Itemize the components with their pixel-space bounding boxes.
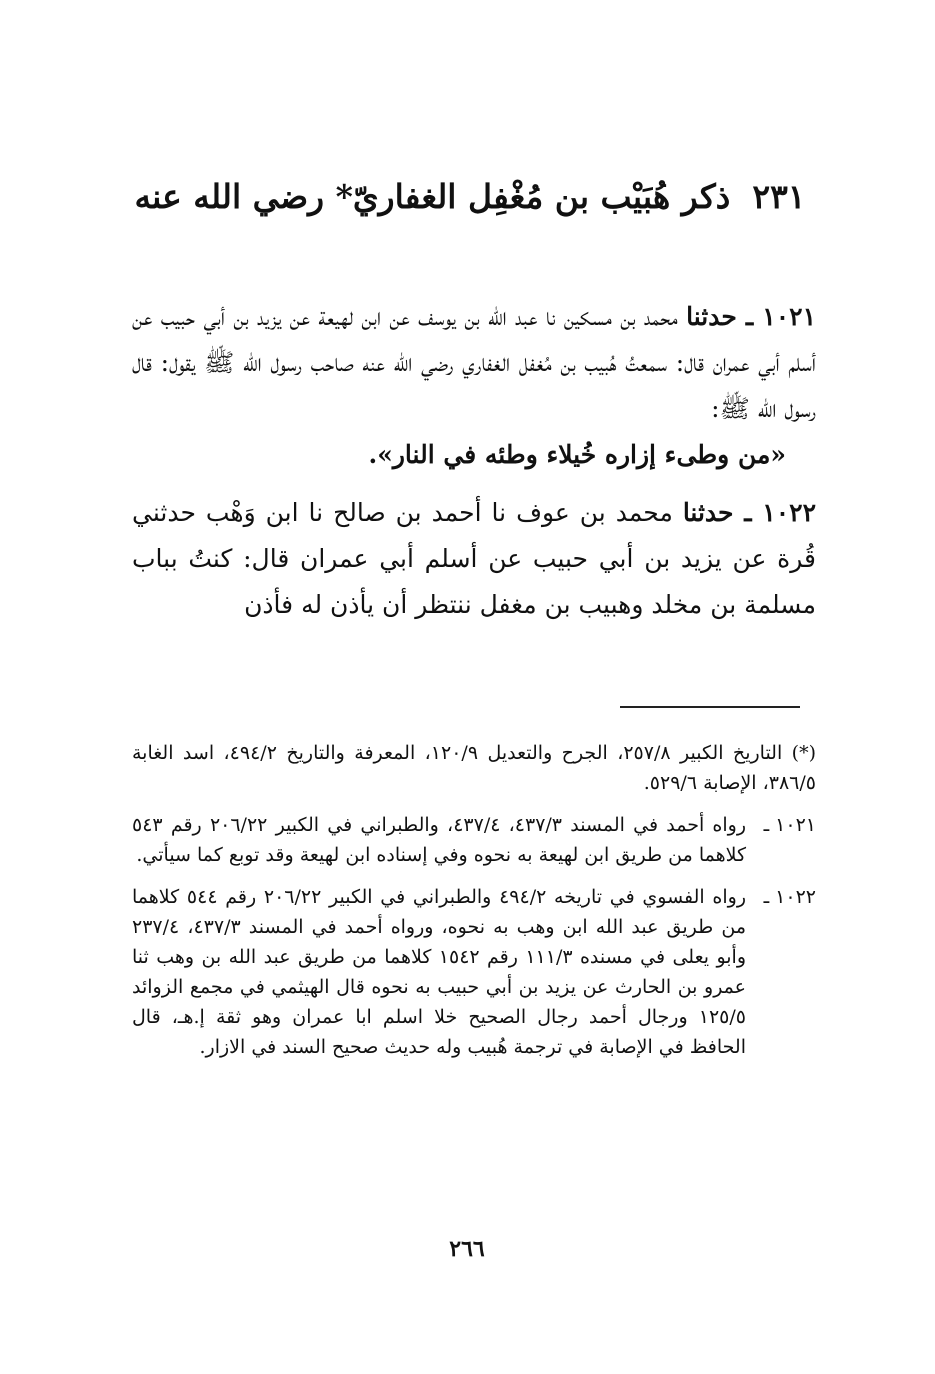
footnote-1022 (132, 882, 816, 1062)
chapter-number: ٢٣١ (752, 177, 806, 216)
hadith-1021-lead: حدثنا (686, 302, 737, 331)
hadith-1022-text: محمد بن عوف نا أحمد بن صالح نا ابن وَهْب حدثني قُرة عن يزيد بن أبي حبيب عن أسلم أبي عمران قال: كنتُ بباب مسلمة بن مخلد وهبيب بن مغفل ننتظر أن يأذن له فأذن (132, 498, 816, 619)
footnote-1022-text: رواه الفسوي في تاريخه ٤٩٤/٢ والطبراني في الكبير ٢٠٦/٢٢ رقم ٥٤٤ كلاهما من طريق عبد الله ابن وهب به نحوه، ورواه أحمد في المسند ٤٣٧/٣، ٢٣٧/٤ وأبو يعلى في مسنده ١١١/٣ رقم ١٥٤٢ كلاهما من طريق عبد الله بن وهب ثنا عمرو بن الحارث عن يزيد بن أبي حبيب به نحوه قال الهيثمي في مجمع الزوائد ١٢٥/٥ ورجال أحمد رجال الصحيح خلا اسلم ابا عمران وهو ثقة إ.هـ، قال الحافظ في الإصابة في ترجمة هُبيب وله حديث صحيح السند في الازار. (132, 886, 747, 1058)
hadith-1022-number: ١٠٢٢ (762, 498, 816, 527)
footnote-1021-text: رواه أحمد في المسند ٤٣٧/٣، ٤٣٧/٤، والطبراني في الكبير ٢٠٦/٢٢ رقم ٥٤٣ كلاهما من طريق ابن لهيعة به نحوه وفي إسناده ابن لهيعة وقد توبع كما سيأتي. (132, 814, 747, 866)
footnote-1021-label: ١٠٢١ ـ (763, 814, 816, 836)
hadith-1021-number: ١٠٢١ (762, 302, 817, 331)
chapter-title: ذكر هُبَيْب بن مُغْفِل الغفاريّ* رضي الله عنه (134, 177, 731, 216)
hadith-1022 (132, 490, 816, 628)
hadith-1022-sep: ـ (733, 498, 763, 527)
footnote-1022-label: ١٠٢٢ ـ (763, 886, 816, 908)
hadith-1021-sep: ـ (736, 302, 763, 331)
hadith-1021-text: محمد بن مسكين نا عبد الله بن يوسف عن ابن لهيعة عن يزيد بن أبي حبيب عن أسلم أبي عمران قال: سمعتُ هُبيب بن مُغفل الغفاري رضي الله عنه صاحب رسول الله ﷺ يقول: قال رسول الله ﷺ: (132, 302, 816, 423)
chapter-heading (120, 172, 820, 222)
hadith-1022-lead: حدثنا (682, 498, 734, 527)
footnotes (132, 738, 816, 1074)
footnote-1021 (132, 810, 816, 870)
hadith-1021-quote: «من وطىء إزاره خُيلاء وطئه في النار». (368, 440, 786, 469)
main-text (132, 294, 816, 628)
footnote-star: (*) التاريخ الكبير ٢٥٧/٨، الجرح والتعديل ١٢٠/٩، المعرفة والتاريخ ٤٩٤/٢، اسد الغابة ٣٨٦/٥، الإصابة ٥٢٩/٦. (132, 742, 817, 794)
page-number: ٢٦٦ (449, 1236, 485, 1262)
hadith-1021 (132, 294, 816, 432)
footnote-separator (620, 706, 800, 708)
